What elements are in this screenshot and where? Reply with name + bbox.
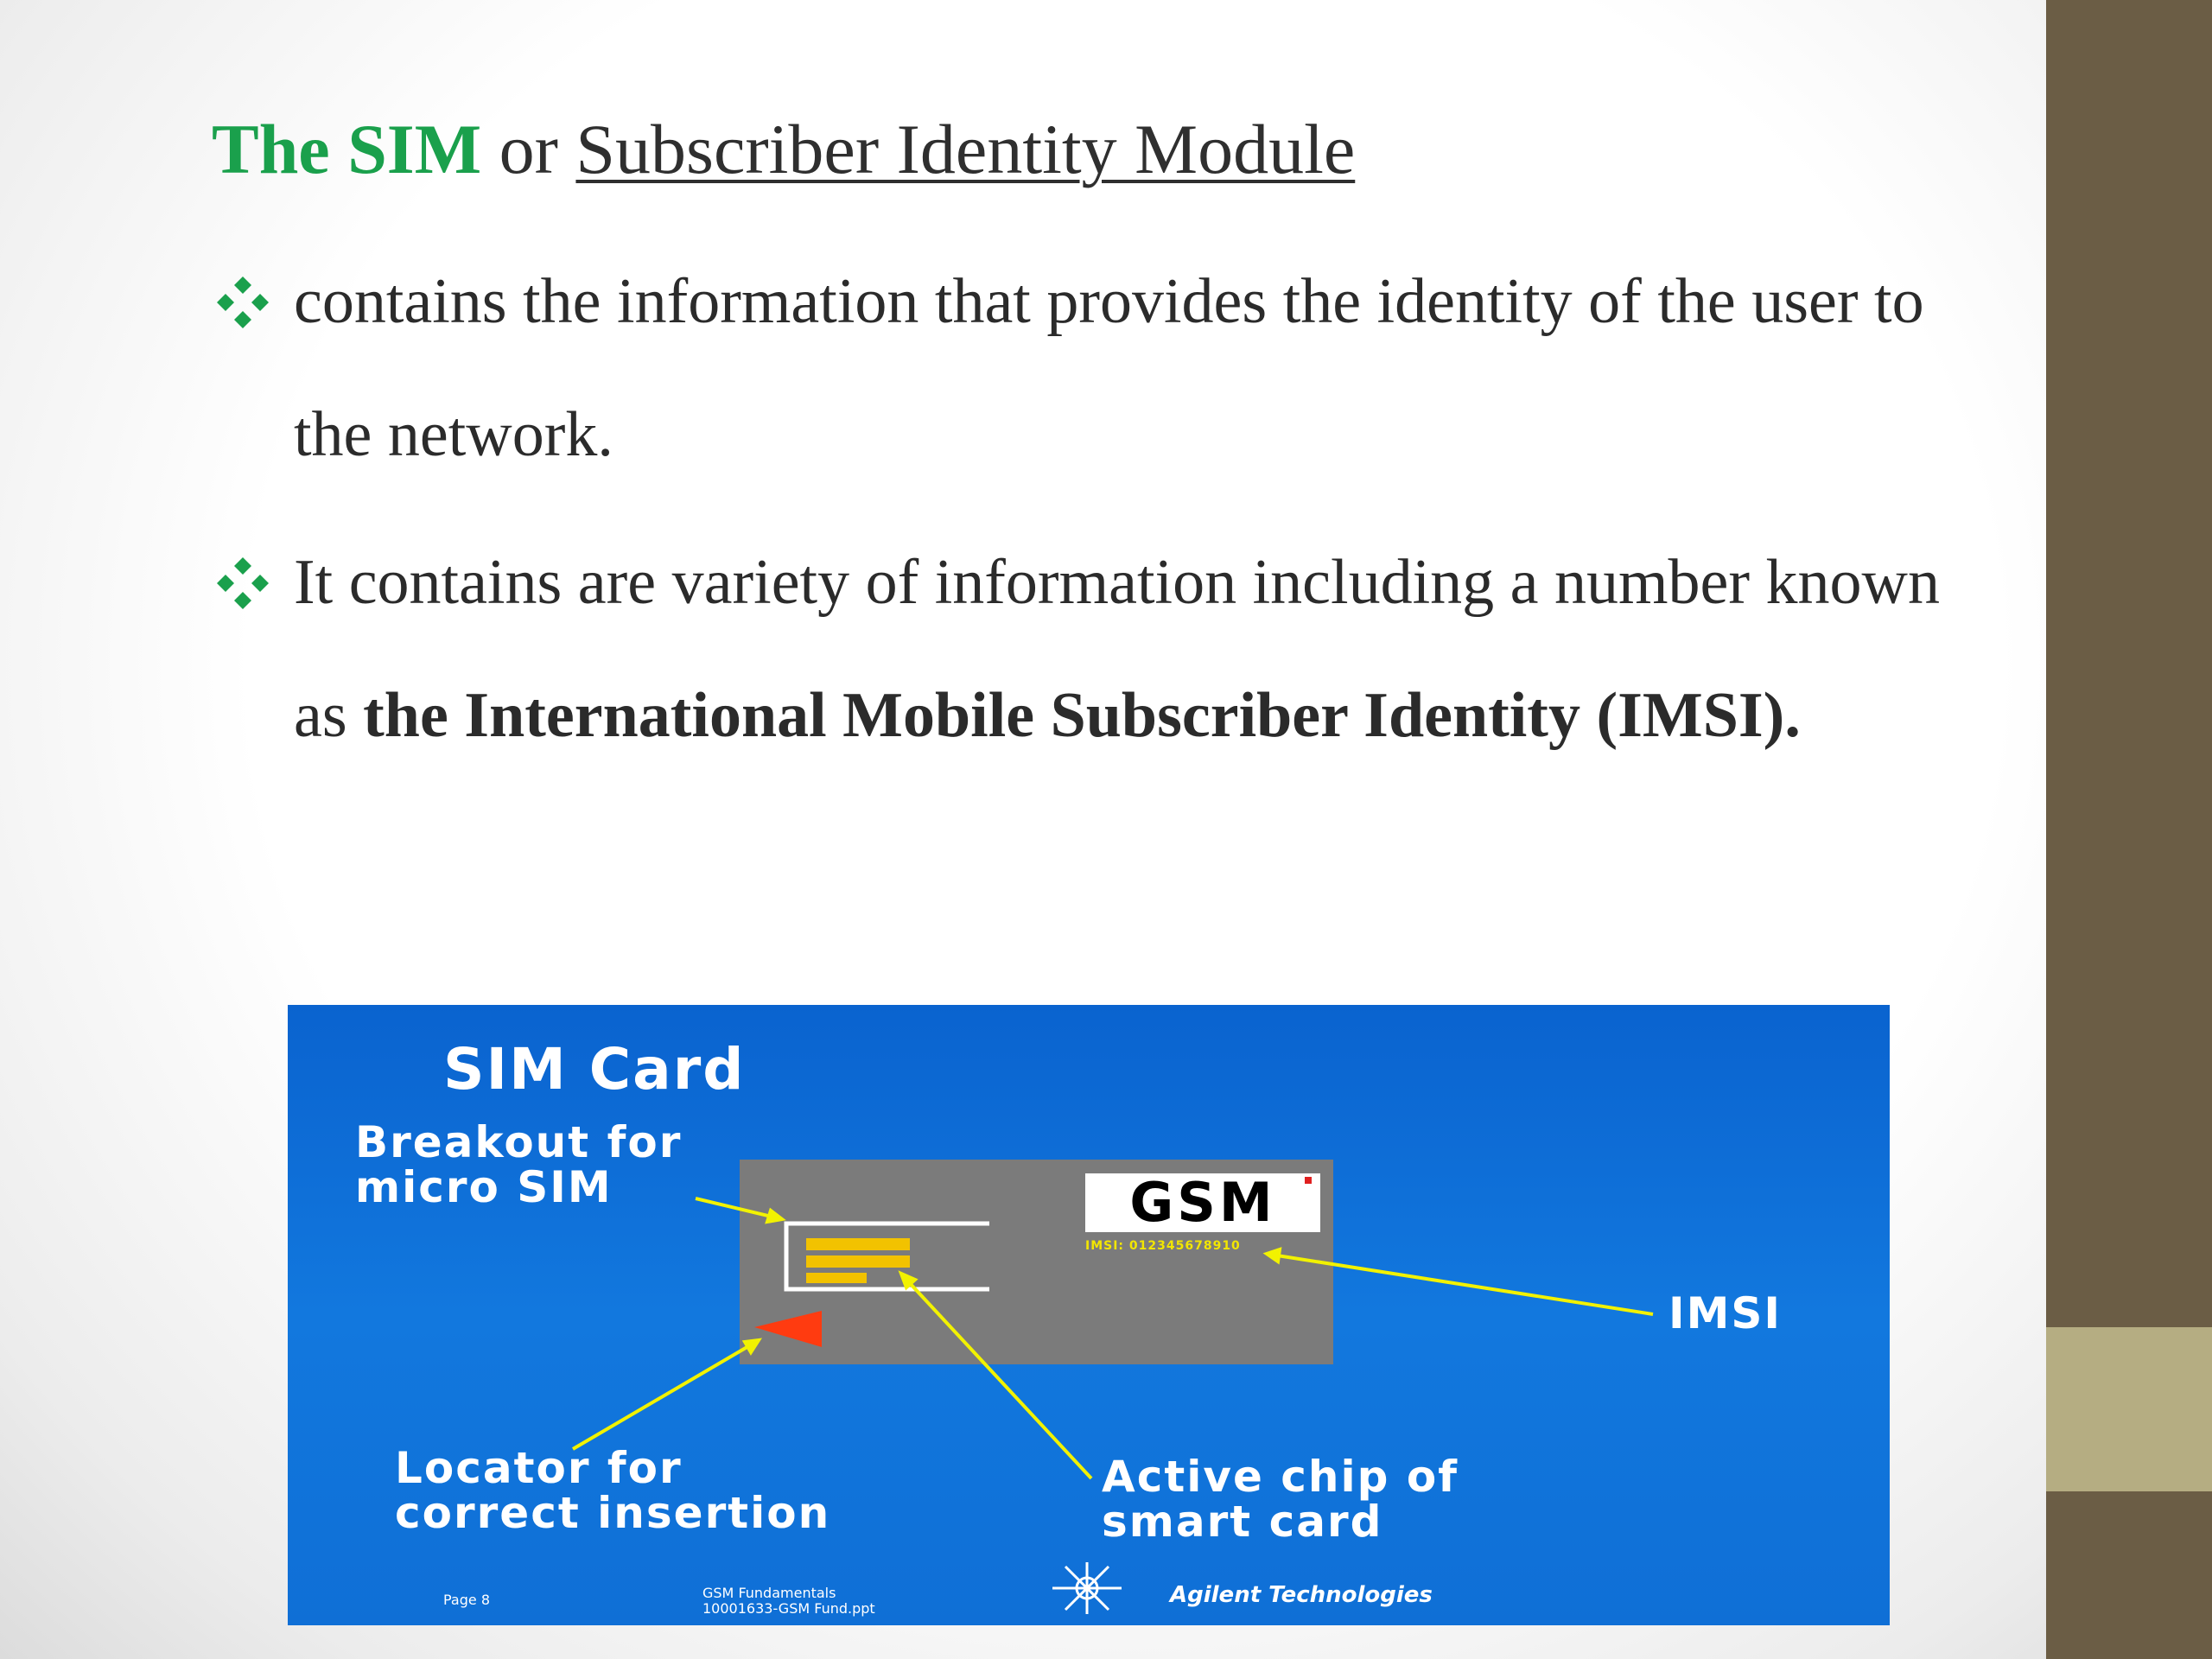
four-diamond-bullet-icon [212,552,274,614]
footer-company: Agilent Technologies [1170,1582,1433,1608]
label-chip-line1: Active chip of [1102,1452,1459,1502]
footer-file-line2: 10001633-GSM Fund.ppt [702,1600,875,1617]
label-breakout-line1: Breakout for [355,1117,683,1167]
bullet-2-plain: It contains are variety of information including a number known as [294,547,1940,751]
gsm-logo-text: GSM [1129,1171,1276,1234]
heading-sim-label: The SIM [212,110,482,188]
agilent-star-icon [1052,1562,1122,1614]
label-locator-line2: correct insertion [395,1488,831,1538]
chip-contact-1 [806,1238,910,1250]
label-locator-line1: Locator for [395,1443,683,1493]
locator-triangle-icon [754,1311,822,1347]
side-decoration-accent [2046,1327,2212,1491]
bullet-item-2 [212,516,1983,782]
chip-arrow [908,1281,1091,1478]
bullet-item-1 [212,235,1983,501]
chip-contact-2 [806,1255,910,1268]
label-imsi: IMSI [1669,1288,1782,1338]
footer-file-line1: GSM Fundamentals [702,1585,836,1601]
bullet-1-text: contains the information that provides the identity of the user to the network. [294,266,1924,470]
chip-contact-3 [806,1273,867,1283]
heading-full-name: Subscriber Identity Module [575,110,1356,188]
label-chip-line2: smart card [1102,1497,1383,1547]
heading-connector: or [481,110,576,188]
locator-arrow [573,1345,750,1449]
four-diamond-bullet-icon [212,271,274,334]
bullet-2-text [294,516,1983,782]
breakout-arrow [696,1198,772,1217]
label-breakout-line2: micro SIM [355,1162,613,1212]
footer-file [702,1586,875,1617]
footer-page: Page 8 [443,1592,490,1608]
figure-annotations [288,1005,1890,1625]
sim-card-figure [288,1005,1890,1625]
card-imsi-number: IMSI: 012345678910 [1085,1239,1241,1253]
imsi-arrow [1277,1255,1653,1314]
bullet-2-bold: the International Mobile Subscriber Identity (IMSI). [363,680,1801,751]
slide-heading [212,102,1355,197]
figure-title: SIM Card [443,1036,746,1103]
